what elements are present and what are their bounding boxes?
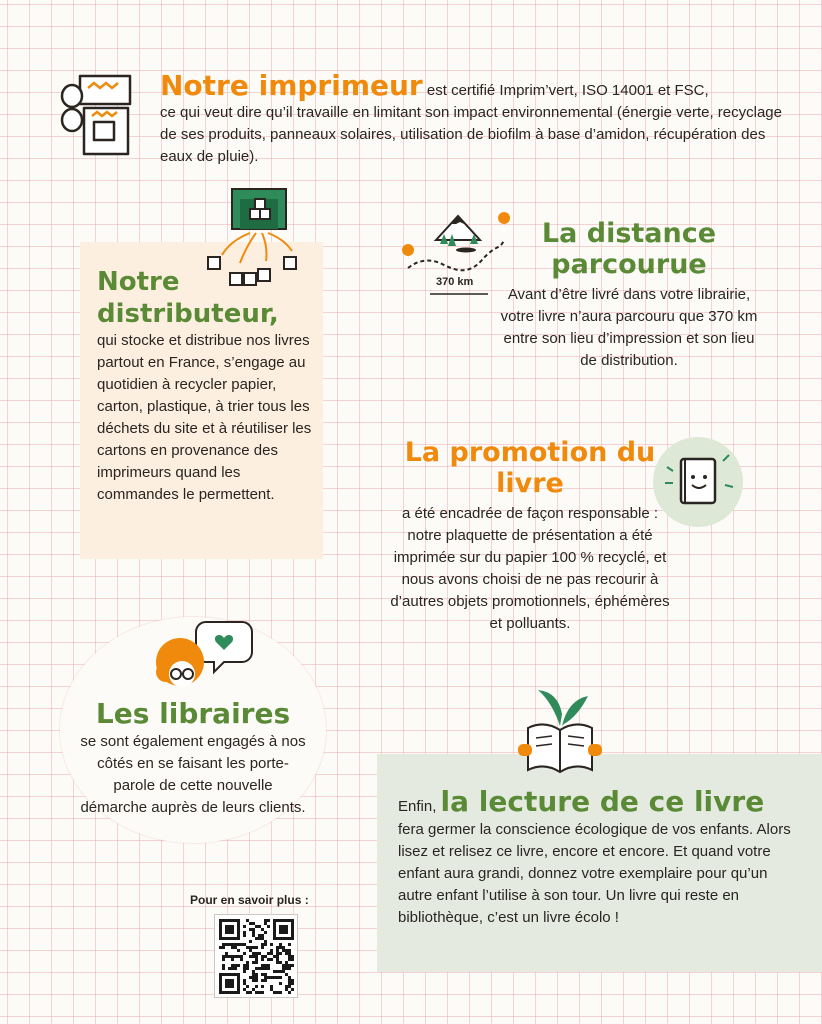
printer-section (160, 70, 790, 168)
reading-text: fera germer la conscience écologique de vos enfants. Alors lisez et relisez ce livre, encore et encore. Et quand votre enfant aura grandi, donnez votre exemplaire pour qu’un autre enfant l’utilise à son tour. Un livre qui reste en bibliothèque, c’est un livre écolo ! (398, 821, 791, 926)
librarians-text: se sont également engagés à nos côtés en se faisant les porte-parole de cette nouvelle démarche auprès de leurs clients. (80, 733, 306, 816)
distributor-text: qui stocke et distribue nos livres partout en France, s’engage au quotidien à recycler papier, carton, plastique, à trier tous les déchets du site et à réutiliser les cartons en provenance des imprimeurs quand les commandes le permettent. (97, 332, 312, 503)
printer-text-inline: est certifié Imprim’vert, ISO 14001 et FSC, (422, 82, 709, 99)
librarian-heart-icon (150, 616, 255, 696)
printer-text: ce qui veut dire qu’il travaille en limitant son impact environnemental (énergie verte, recyclage de ses produits, panneaux solaires, utilisation de biofilm à base d’amidon, récupération des eaux de pluie). (160, 104, 782, 165)
reading-section (398, 785, 798, 929)
promotion-text: a été encadrée de façon responsable : notre plaquette de présentation a été imprimée sur du papier 100 % recyclé, et nous avons choisi de ne pas recourir à d’autres objets promotionnels, éphémères et polluants. (390, 505, 670, 632)
reading-title: la lecture de ce livre (440, 785, 765, 818)
distance-title: La distance parcourue (541, 218, 717, 280)
reading-illustration (512, 682, 608, 778)
promotion-section (390, 437, 670, 635)
qr-code[interactable] (214, 914, 298, 998)
more-info-label: Pour en savoir plus : (190, 893, 309, 907)
map-distance-label: 370 km (436, 276, 474, 288)
distance-section (498, 218, 760, 372)
librarians-section (80, 697, 306, 819)
printer-title: Notre imprimeur (160, 69, 423, 102)
librarians-illustration (150, 616, 255, 696)
promotion-title: La promotion du livre (404, 437, 656, 499)
distributor-title: Notre distributeur, (97, 267, 279, 329)
printer-icon (58, 70, 158, 160)
sprouting-book-icon (512, 682, 608, 778)
distributor-section (97, 266, 322, 506)
librarians-title: Les libraires (95, 697, 291, 730)
distance-text: Avant d’être livré dans votre librairie, votre livre n’aura parcouru que 370 km entre son lieu d’impression et son lieu de distribution. (500, 286, 758, 369)
printer-illustration (58, 70, 158, 160)
reading-prefix: Enfin, (398, 798, 441, 815)
